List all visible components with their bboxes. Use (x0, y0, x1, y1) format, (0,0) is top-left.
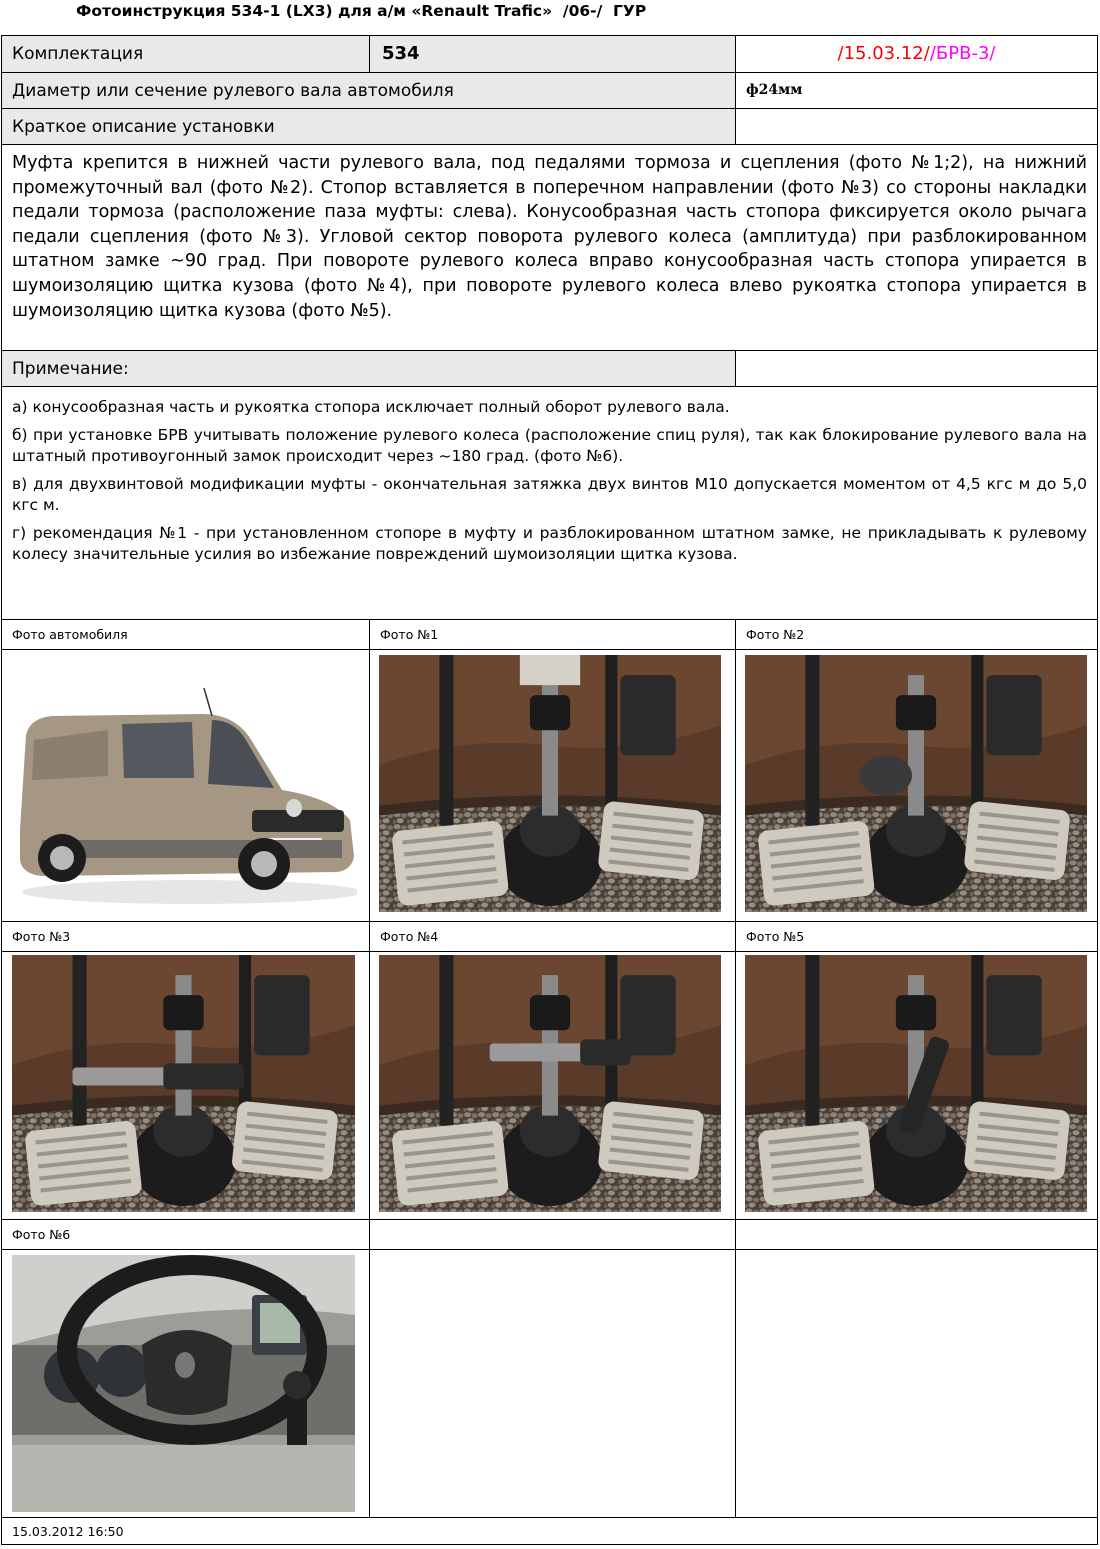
empty-label-cell (369, 1219, 735, 1249)
install-label: Краткое описание установки (2, 108, 735, 144)
photo-6-label: Фото №6 (2, 1219, 369, 1249)
notes-label: Примечание: (2, 350, 735, 386)
note-item: в) для двухвинтовой модификации муфты - окончательная затяжка двух винтов М10 допускается моментом от 4,5 кгс м до 5,0 кгс м. (12, 475, 1087, 514)
empty-photo-cell (369, 1249, 735, 1517)
photo-1-label: Фото №1 (369, 619, 735, 649)
note-item: г) рекомендация №1 - при установленном стопоре в муфту и разблокированном штатном замке, не прикладывать к рулевому колесу значительные усилия во избежание повреждений шумоизоляции щитка кузова. (12, 524, 1087, 563)
document-title: Фотоинструкция 534-1 (LX3) для а/м «Renault Trafic» /06-/ ГУР (76, 2, 647, 20)
photo-car-label: Фото автомобиля (2, 619, 369, 649)
note-item: а) конусообразная часть и рукоятка стопора исключает полный оборот рулевого вала. (12, 398, 730, 416)
photo-3-label: Фото №3 (2, 921, 369, 951)
kit-value: 534 (369, 36, 735, 72)
kit-brv: /БРВ-3/ (929, 43, 996, 64)
install-description: Муфта крепится в нижней части рулевого вала, под педалями тормоза и сцепления (фото №1;2), на нижний промежуточный вал (фото №2). Стопор вставляется в поперечном направлении (фото №3) со стороны накладки педали тормоза (расположение паза муфты: слева). Конусообразная часть стопора фиксируется около рычага педали сцепления (фото №3). Угловой сектор поворота рулевого колеса (амплитуда) при разблокированном штатном замке ~90 град. При повороте рулевого колеса вправо конусообразная часть стопора упирается в шумоизоляцию щитка кузова (фото №4), при повороте рулевого колеса влево рукоятка стопора упирается в шумоизоляцию щитка кузова (фото №5). (2, 144, 1097, 350)
shaft-label: Диаметр или сечение рулевого вала автомобиля (2, 72, 735, 108)
empty-photo-cell (735, 1249, 1097, 1517)
photo-2-image (745, 655, 1087, 912)
car-photo (12, 680, 357, 908)
photo-6-image (12, 1255, 355, 1512)
install-empty-cell (735, 108, 1097, 144)
kit-version (735, 36, 1097, 72)
kit-label: Комплектация (2, 36, 369, 72)
photo-2-label: Фото №2 (735, 619, 1097, 649)
footer-timestamp: 15.03.2012 16:50 (2, 1517, 1097, 1544)
notes-list (2, 386, 1097, 619)
photo-5-label: Фото №5 (735, 921, 1097, 951)
photo-4-label: Фото №4 (369, 921, 735, 951)
shaft-value: ф24мм (735, 72, 1097, 108)
photo-1-image (379, 655, 721, 912)
photo-4-image (379, 955, 721, 1212)
empty-label-cell (735, 1219, 1097, 1249)
photo-5-image (745, 955, 1087, 1212)
photo-3-image (12, 955, 355, 1212)
notes-empty-cell (735, 350, 1097, 386)
note-item: б) при установке БРВ учитывать положение рулевого колеса (расположение спиц руля), так как блокирование рулевого вала на штатный противоугонный замок происходит через ~180 град. (фото №6). (12, 426, 1087, 465)
kit-date: /15.03.12/ (837, 43, 930, 64)
